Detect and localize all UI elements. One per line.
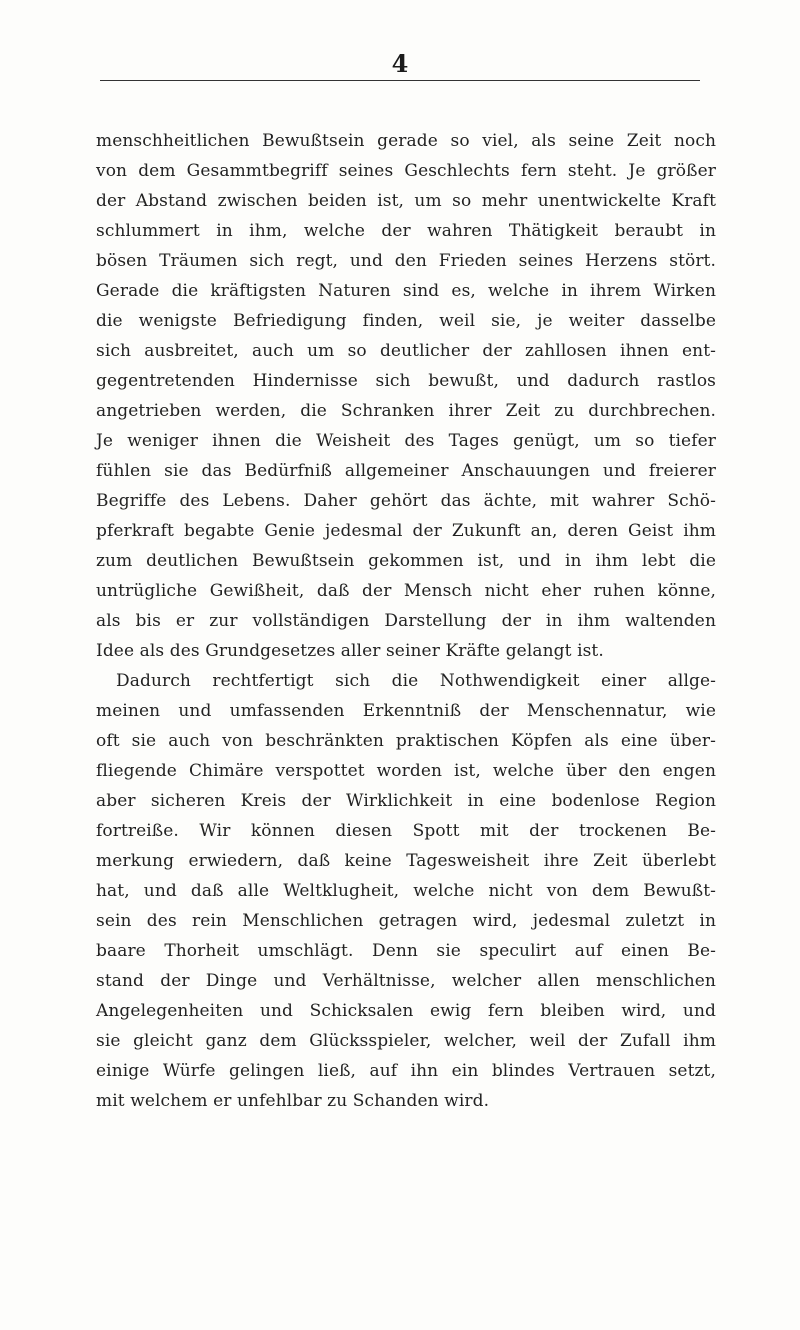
text-line: sich ausbreitet, auch um so deutlicher der zahllosen ihnen ent- [96, 341, 716, 361]
text-line: schlummert in ihm, welche der wahren Thätigkeit beraubt in [96, 221, 716, 241]
paragraph-start-line: Dadurch rechtfertigt sich die Nothwendigkeit einer allge- [116, 671, 716, 691]
text-line: gegentretenden Hindernisse sich bewußt, und dadurch rastlos [96, 371, 716, 391]
header-rule [100, 80, 700, 81]
text-line: menschheitlichen Bewußtsein gerade so viel, als seine Zeit noch [96, 131, 716, 151]
text-line: sie gleicht ganz dem Glücksspieler, welcher, weil der Zufall ihm [96, 1031, 716, 1051]
text-line: zum deutlichen Bewußtsein gekommen ist, und in ihm lebt die [96, 551, 716, 571]
text-line: aber sicheren Kreis der Wirklichkeit in eine bodenlose Region [96, 791, 716, 811]
text-line: merkung erwiedern, daß keine Tagesweisheit ihre Zeit überlebt [96, 851, 716, 871]
page-number: 4 [391, 49, 409, 78]
text-line: als bis er zur vollständigen Darstellung der in ihm waltenden [96, 611, 716, 631]
text-line: fortreiße. Wir können diesen Spott mit der trockenen Be- [96, 821, 716, 841]
text-line: pferkraft begabte Genie jedesmal der Zukunft an, deren Geist ihm [96, 521, 716, 541]
text-line: mit welchem er unfehlbar zu Schanden wird. [96, 1091, 490, 1111]
text-line: stand der Dinge und Verhältnisse, welcher allen menschlichen [96, 971, 716, 991]
text-line: die wenigste Befriedigung finden, weil sie, je weiter dasselbe [96, 311, 716, 331]
text-line: Angelegenheiten und Schicksalen ewig fern bleiben wird, und [96, 1001, 716, 1021]
text-line: untrügliche Gewißheit, daß der Mensch nicht eher ruhen könne, [96, 581, 716, 601]
text-line: Je weniger ihnen die Weisheit des Tages genügt, um so tiefer [96, 431, 716, 451]
text-line: einige Würfe gelingen ließ, auf ihn ein blindes Vertrauen setzt, [96, 1061, 716, 1081]
text-line: Gerade die kräftigsten Naturen sind es, welche in ihrem Wirken [96, 281, 716, 301]
text-line: fliegende Chimäre verspottet worden ist, welche über den engen [96, 761, 716, 781]
text-line: bösen Träumen sich regt, und den Frieden seines Herzens stört. [96, 251, 716, 271]
text-line: der Abstand zwischen beiden ist, um so mehr unentwickelte Kraft [96, 191, 716, 211]
text-line: hat, und daß alle Weltklugheit, welche nicht von dem Bewußt- [96, 881, 716, 901]
text-line: meinen und umfassenden Erkenntniß der Menschennatur, wie [96, 701, 716, 721]
body-text [96, 126, 716, 1116]
text-line: von dem Gesammtbegriff seines Geschlechts fern steht. Je größer [96, 161, 716, 181]
text-line: baare Thorheit umschlägt. Denn sie speculirt auf einen Be- [96, 941, 716, 961]
text-line: oft sie auch von beschränkten praktischen Köpfen als eine über- [96, 731, 716, 751]
text-line: Idee als des Grundgesetzes aller seiner Kräfte gelangt ist. [96, 641, 604, 661]
text-line: sein des rein Menschlichen getragen wird, jedesmal zuletzt in [96, 911, 716, 931]
text-line: Begriffe des Lebens. Daher gehört das ächte, mit wahrer Schö- [96, 491, 716, 511]
text-line: angetrieben werden, die Schranken ihrer Zeit zu durchbrechen. [96, 401, 716, 421]
text-line: fühlen sie das Bedürfniß allgemeiner Anschauungen und freierer [96, 461, 716, 481]
